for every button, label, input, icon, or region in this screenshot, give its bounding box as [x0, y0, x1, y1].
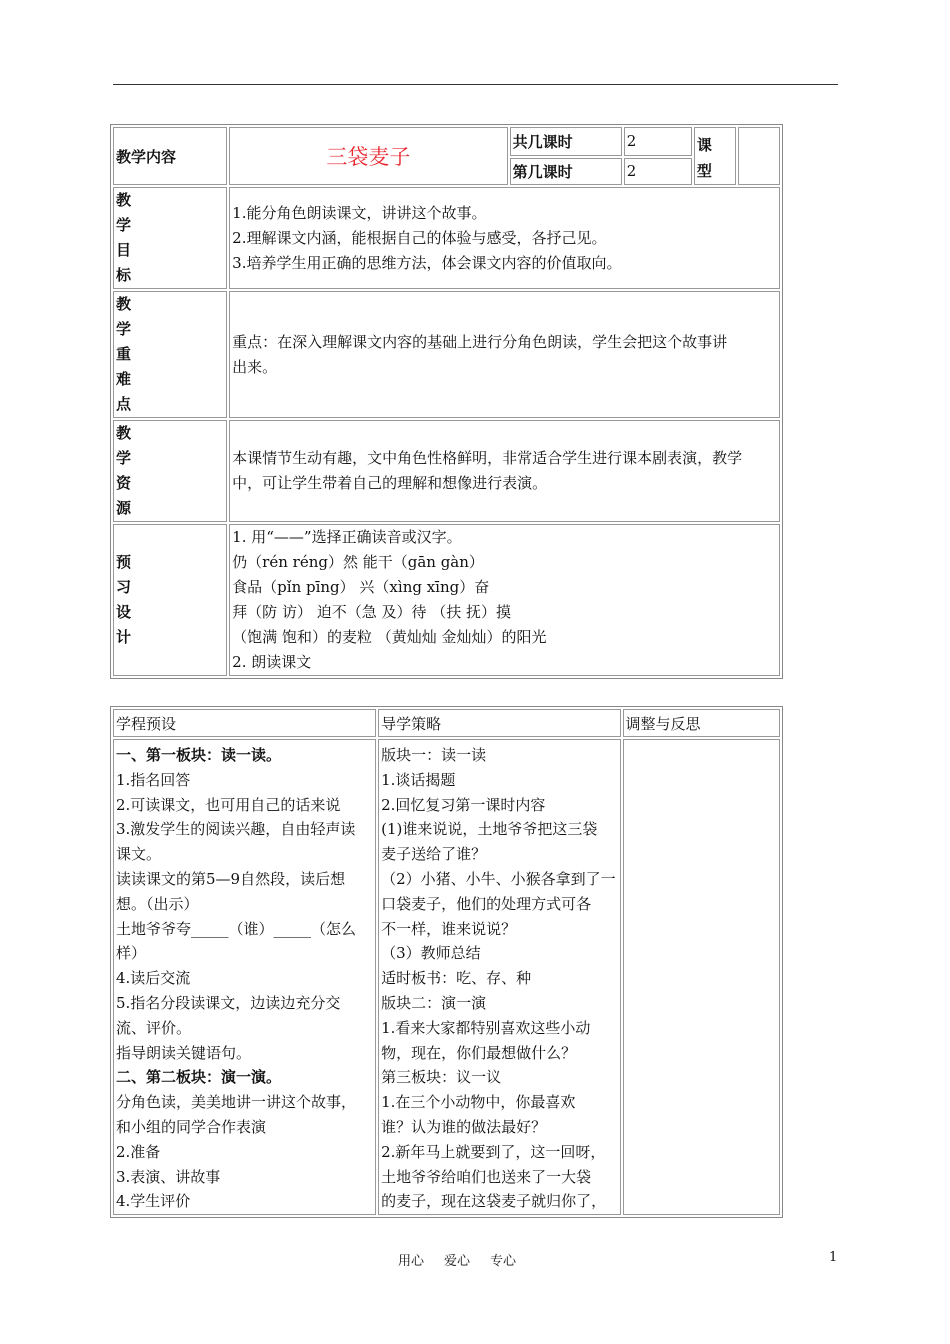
strategy-column [378, 739, 620, 1215]
goals-content [229, 187, 780, 289]
strategy-line: 1.谈话揭题 [381, 770, 456, 789]
process-line: 二、第二板块：演一演。 [116, 1068, 282, 1087]
process-line: 4.读后交流 [116, 969, 191, 988]
strategy-line: （2）小猪、小牛、小猴各拿到了一 [381, 869, 616, 888]
strategy-line: 的麦子，现在这袋麦子就归你了， [381, 1192, 607, 1211]
col-header-strategy: 导学策略 [378, 709, 620, 737]
strategy-line: 土地爷爷给咱们也送来了一大袋 [381, 1167, 592, 1186]
goal-item: 2.理解课文内涵，能根据自己的体验与感受，各抒己见。 [232, 228, 607, 247]
key-points-content: 重点：在深入理解课文内容的基础上进行分角色朗读，学生会把这个故事讲 出来。 [229, 291, 780, 418]
strategy-line: （3）教师总结 [381, 944, 481, 963]
process-line: 1.指名回答 [116, 770, 191, 789]
strategy-line: 物，现在，你们最想做什么？ [381, 1043, 577, 1062]
process-line: 分角色读，美美地讲一讲这个故事， [116, 1093, 357, 1112]
process-line: 土地爷爷夸_____（谁）_____（怎么 [116, 919, 357, 938]
preview-label: 预 习 设 计 [113, 524, 227, 676]
process-line: 一、第一板块：读一读。 [116, 746, 282, 764]
current-period-value: 2 [624, 158, 692, 186]
process-column [113, 739, 376, 1215]
col-header-process: 学程预设 [113, 709, 376, 737]
strategy-line: 1.看来大家都特别喜欢这些小动 [381, 1018, 591, 1037]
strategy-line: 不一样，谁来说说？ [381, 919, 517, 938]
col-header-reflection: 调整与反思 [623, 709, 781, 737]
strategy-line: 第三板块：议一议 [381, 1068, 502, 1087]
strategy-line: 谁？认为谁的做法最好？ [381, 1117, 547, 1136]
strategy-line: 1.在三个小动物中，你最喜欢 [381, 1093, 576, 1112]
lesson-info-table [110, 124, 783, 679]
current-period-label: 第几课时 [510, 158, 622, 186]
page-number: 1 [829, 1250, 838, 1265]
goal-item: 1.能分角色朗读课文，讲讲这个故事。 [232, 203, 487, 222]
strategy-line: 版块一：读一读 [381, 746, 487, 764]
process-line: 2.准备 [116, 1142, 161, 1161]
lesson-type-value [738, 127, 780, 185]
key-points-label: 教 学 重 难 点 [113, 291, 227, 418]
process-line: 3.激发学生的阅读兴趣，自由轻声读 [116, 820, 356, 839]
strategy-line: 麦子送给了谁？ [381, 845, 487, 864]
strategy-line: 口袋麦子，他们的处理方式可各 [381, 894, 592, 913]
process-line: 课文。 [116, 845, 162, 864]
total-periods-label: 共几课时 [510, 127, 622, 156]
total-periods-value: 2 [624, 127, 692, 156]
goal-item: 3.培养学生用正确的思维方法，体会课文内容的价值取向。 [232, 253, 622, 272]
process-line: 5.指名分段读课文，边读边充分交 [116, 993, 341, 1012]
goals-label: 教 学 目 标 [113, 187, 227, 289]
strategy-line: 2.回忆复习第一课时内容 [381, 795, 546, 814]
learning-process-table [110, 706, 783, 1218]
footer-motto: 用心 爱心 专心 [398, 1254, 517, 1269]
process-line: 读读课文的第5—9自然段，读后想 [116, 869, 346, 888]
process-line: 想。（出示） [116, 894, 199, 913]
strategy-line: 2.新年马上就要到了，这一回呀， [381, 1142, 606, 1161]
lesson-title: 三袋麦子 [229, 127, 507, 185]
process-line: 2.可读课文，也可用自己的话来说 [116, 795, 341, 814]
reflection-column [623, 739, 781, 1215]
process-line: 和小组的同学合作表演 [116, 1117, 267, 1136]
preview-content: 1. 用“——”选择正确读音或汉字。 仍（rén réng）然 能干（gān gàn） 食品（pǐn pīng） 兴（xìng xīng）奋 拜（防 访） 迫不（急 及）待 （扶 抚）摸 （饱满 饱和）的麦粒 （黄灿灿 金灿灿）的阳光 2. 朗读课文 [229, 524, 780, 676]
content-label: 教学内容 [113, 127, 227, 185]
resources-label: 教 学 资 源 [113, 420, 227, 522]
process-line: 流、评价。 [116, 1018, 192, 1037]
header-rule [113, 84, 838, 85]
process-line: 3.表演、讲故事 [116, 1167, 221, 1186]
strategy-line: 版块二：演一演 [381, 993, 487, 1012]
resources-content: 本课情节生动有趣，文中角色性格鲜明，非常适合学生进行课本剧表演，教学 中，可让学生带着自己的理解和想像进行表演。 [229, 420, 780, 522]
process-line: 4.学生评价 [116, 1192, 191, 1211]
process-line: 样） [116, 944, 147, 963]
lesson-type-label: 课 型 [694, 127, 736, 185]
process-line: 指导朗读关键语句。 [116, 1043, 252, 1062]
strategy-line: 适时板书：吃、存、种 [381, 969, 532, 988]
strategy-line: (1)谁来说说，土地爷爷把这三袋 [381, 820, 598, 839]
